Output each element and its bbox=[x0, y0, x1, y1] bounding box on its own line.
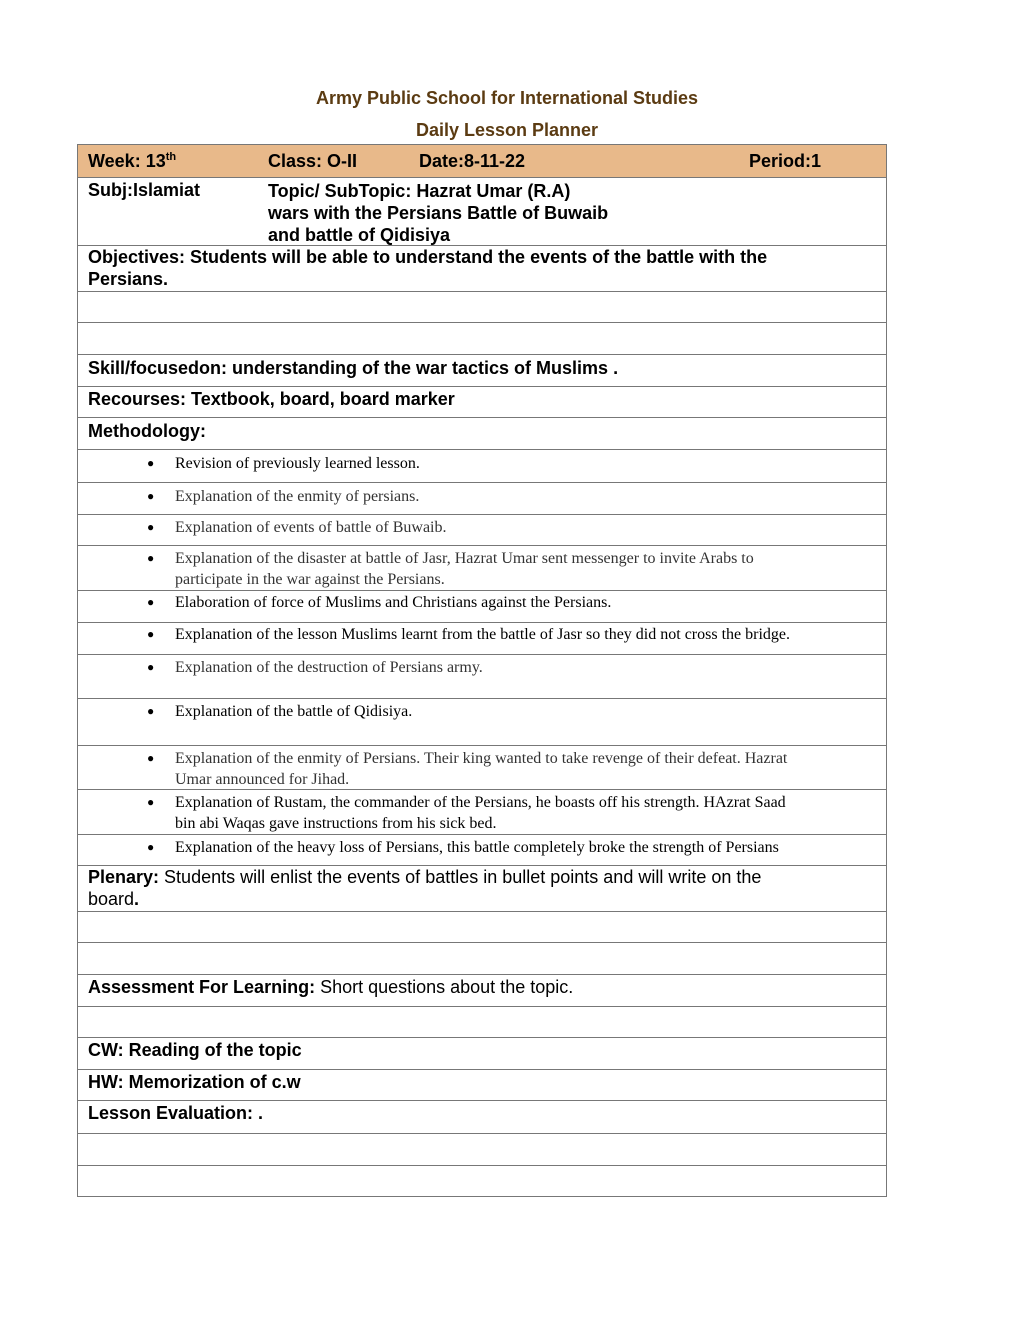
planner-title: Daily Lesson Planner bbox=[415, 120, 599, 140]
topic-line: and battle of Qidisiya bbox=[268, 225, 451, 245]
bullet-item: ● Explanation of the enmity of Persians. Their king wanted to take revenge of their defeat. Hazrat Umar announced for Jihad. bbox=[147, 750, 788, 788]
bullet-item: ● Explanation of Rustam, the commander of the Persians, he boasts off his strength. HAzrat Saad bin abi Waqas gave instructions from his sick bed. bbox=[147, 794, 786, 832]
class-cell: Class: O-II bbox=[268, 151, 358, 171]
bullet-icon: ● bbox=[147, 520, 155, 534]
week-cell: Week: 13th bbox=[88, 151, 177, 171]
evaluation-row bbox=[78, 1100, 886, 1133]
bullet-icon: ● bbox=[147, 456, 155, 470]
assessment-row bbox=[78, 974, 886, 1006]
bullet-item: ● Explanation of the disaster at battle of Jasr, Hazrat Umar sent messenger to invite Arabs to participate in the war against the Persians. bbox=[147, 550, 754, 588]
bullet-row bbox=[78, 545, 886, 590]
objectives-row bbox=[78, 245, 886, 291]
blank-row bbox=[78, 911, 886, 942]
hw-row bbox=[78, 1069, 886, 1100]
bullet-item: ● Revision of previously learned lesson. bbox=[147, 455, 420, 472]
bullet-row bbox=[78, 834, 886, 865]
skill-text: Skill/focusedon: understanding of the war tactics of Muslims . bbox=[88, 358, 619, 378]
bullet-item: ● Elaboration of force of Muslims and Christians against the Persians. bbox=[147, 594, 612, 611]
bullet-item: ● Explanation of events of battle of Buwaib. bbox=[147, 519, 447, 536]
bullet-item: ● Explanation of the battle of Qidisiya. bbox=[147, 703, 413, 720]
methodology-label: Methodology: bbox=[88, 421, 206, 441]
bullet-item: ● Explanation of the enmity of persians. bbox=[147, 488, 420, 505]
bullet-icon: ● bbox=[147, 627, 155, 641]
skill-row bbox=[78, 354, 886, 386]
plenary-row: Plenary: Students will enlist the events of battles in bullet points and will write on the board. bbox=[78, 865, 886, 911]
bullet-icon: ● bbox=[147, 551, 155, 565]
cw-row bbox=[78, 1037, 886, 1069]
bullet-icon: ● bbox=[147, 489, 155, 503]
bullet-row bbox=[78, 622, 886, 654]
lesson-plan-table bbox=[77, 144, 887, 1197]
bullet-icon: ● bbox=[147, 595, 155, 609]
resources-text: Recourses: Textbook, board, board marker bbox=[88, 389, 455, 409]
bullet-icon: ● bbox=[147, 751, 155, 765]
bullet-row bbox=[78, 449, 886, 482]
bullet-icon: ● bbox=[147, 795, 155, 809]
bullet-row bbox=[78, 482, 886, 514]
bullet-icon: ● bbox=[147, 704, 155, 718]
plenary-text: board bbox=[88, 889, 135, 909]
objectives-line: Objectives: Students will be able to understand the events of the battle with the bbox=[88, 247, 768, 267]
blank-row bbox=[78, 1133, 886, 1165]
school-title: Army Public School for International Studies bbox=[315, 88, 699, 108]
methodology-row bbox=[78, 417, 886, 449]
topic-line: Topic/ SubTopic: Hazrat Umar (R.A) bbox=[268, 181, 571, 201]
topic-line: wars with the Persians Battle of Buwaib bbox=[268, 203, 609, 223]
bullet-item: ● Explanation of the destruction of Persians army. bbox=[147, 659, 483, 676]
blank-row bbox=[78, 1165, 886, 1196]
cw-text: CW: Reading of the topic bbox=[88, 1040, 302, 1060]
plenary-text: Students will enlist the events of battles in bullet points and will write on the bbox=[159, 867, 762, 887]
assessment-label: Assessment For Learning: bbox=[88, 977, 316, 997]
hw-text: HW: Memorization of c.w bbox=[88, 1072, 301, 1092]
assessment-text: Short questions about the topic. bbox=[315, 977, 574, 997]
subject-row bbox=[78, 177, 886, 245]
blank-row bbox=[78, 291, 886, 322]
period-cell: Period:1 bbox=[749, 151, 822, 171]
blank-row bbox=[78, 942, 886, 974]
bullet-row bbox=[78, 789, 886, 834]
blank-row bbox=[78, 1006, 886, 1037]
bullet-icon: ● bbox=[147, 660, 155, 674]
date-cell: Date:8-11-22 bbox=[419, 151, 526, 171]
objectives-line: Persians. bbox=[88, 269, 169, 289]
subject-cell: Subj:Islamiat bbox=[88, 180, 201, 200]
bullet-row bbox=[78, 590, 886, 622]
blank-row bbox=[78, 322, 886, 354]
resources-row bbox=[78, 386, 886, 417]
bullet-row bbox=[78, 654, 886, 698]
bullet-row bbox=[78, 514, 886, 545]
bullet-row bbox=[78, 745, 886, 789]
evaluation-text: Lesson Evaluation: . bbox=[88, 1103, 264, 1123]
bullet-item: ● Explanation of the heavy loss of Persians, this battle completely broke the strength of Persians bbox=[147, 839, 779, 856]
info-row bbox=[78, 145, 886, 177]
bullet-row bbox=[78, 698, 886, 745]
topic-cell bbox=[268, 180, 608, 246]
plenary-label: Plenary: bbox=[88, 867, 160, 887]
bullet-item: ● Explanation of the lesson Muslims learnt from the battle of Jasr so they did not cross the bridge. bbox=[147, 626, 790, 643]
bullet-icon: ● bbox=[147, 840, 155, 854]
